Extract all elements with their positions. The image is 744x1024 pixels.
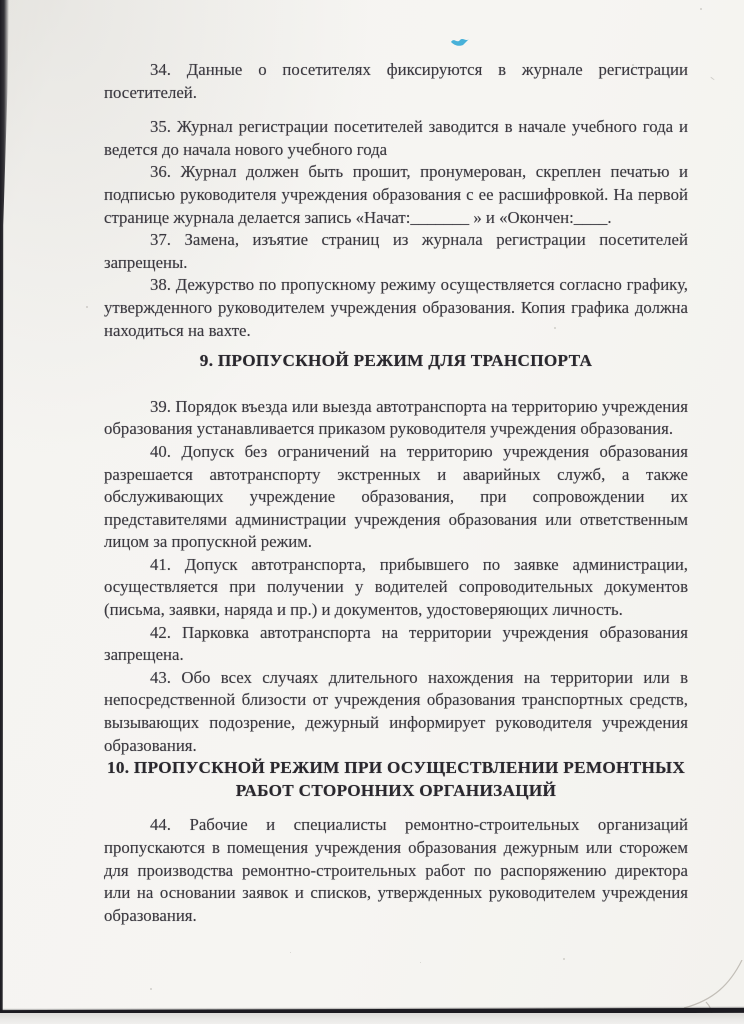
scan-edge-left-shadow <box>0 0 9 1024</box>
scan-speck <box>290 952 291 953</box>
scan-speck <box>563 958 565 960</box>
paragraph-44: 44. Рабочие и специалисты ремонтно-строительных организаций пропускаются в помещения учреждения образования дежурным или сторожем для производства ремонтно-строительных работ по распоряжению директора или на основании заявок и списков, утвержденных руководителем учреждения образования. <box>104 815 688 925</box>
paragraph-40: 40. Допуск без ограничений на территорию учреждения образования разрешается автотранспорту экстренных и аварийных служб, а также обслуживающих учреждение образования, при сопровождении их представителями администрации учреждения образования или ответственным лицом за пропускной режим. <box>104 441 688 552</box>
scan-speck <box>632 64 634 66</box>
section-heading-9: 9. ПРОПУСКНОЙ РЕЖИМ ДЛЯ ТРАНСПОРТА <box>199 351 593 371</box>
scan-speck <box>150 988 152 990</box>
section-heading-10: 10. ПРОПУСКНОЙ РЕЖИМ ПРИ ОСУЩЕСТВЛЕНИИ РЕМОНТНЫХ РАБОТ СТОРОННИХ ОРГАНИЗАЦИЙ <box>106 758 686 800</box>
paragraph-39: 39. Порядок въезда или выезда автотранспорта на территорию учреждения образования устанавливается приказом руководителя учреждения образования. <box>104 396 688 439</box>
blue-ink-mark <box>450 36 470 48</box>
scan-speck <box>554 327 556 329</box>
paragraph-41: 41. Допуск автотранспорта, прибывшего по заявке администрации, осуществляется при получении у водителей сопроводительных документов (письма, заявки, наряда и пр.) и документов, удостоверяющих личность. <box>104 554 688 620</box>
paragraph-34: 34. Данные о посетителях фиксируются в журнале регистрации посетителей. <box>104 60 688 102</box>
scan-speck <box>710 77 715 81</box>
scan-speck <box>86 306 88 308</box>
scan-speck <box>700 8 702 10</box>
paragraph-38: 38. Дежурство по пропускному режиму осуществляется согласно графику, утвержденного руководителем учреждения образования. Копия графика должна находиться на вахте. <box>104 275 688 340</box>
paragraph-42: 42. Парковка автотранспорта на территории учреждения образования запрещена. <box>104 622 688 665</box>
paragraph-37: 37. Замена, изъятие страниц из журнала регистрации посетителей запрещены. <box>104 230 688 272</box>
paragraph-36: 36. Журнал должен быть прошит, пронумерован, скреплен печатью и подписью руководителя учреждения образования с ее расшифровкой. На первой странице журнала делается запись «Начат:_______ » и «Окончен:____. <box>104 162 688 227</box>
scan-speck <box>420 962 421 963</box>
document-body <box>104 59 688 927</box>
paragraph-35: 35. Журнал регистрации посетителей заводится в начале учебного года и ведется до начала нового учебного года <box>104 117 688 159</box>
scanner-bed-strip <box>0 1013 744 1024</box>
paragraph-43: 43. Обо всех случаях длительного нахождения на территории или в непосредственной близости от учреждения образования транспортных средств, вызывающих подозрение, дежурный информирует руководителя учреждения образования. <box>104 667 688 755</box>
